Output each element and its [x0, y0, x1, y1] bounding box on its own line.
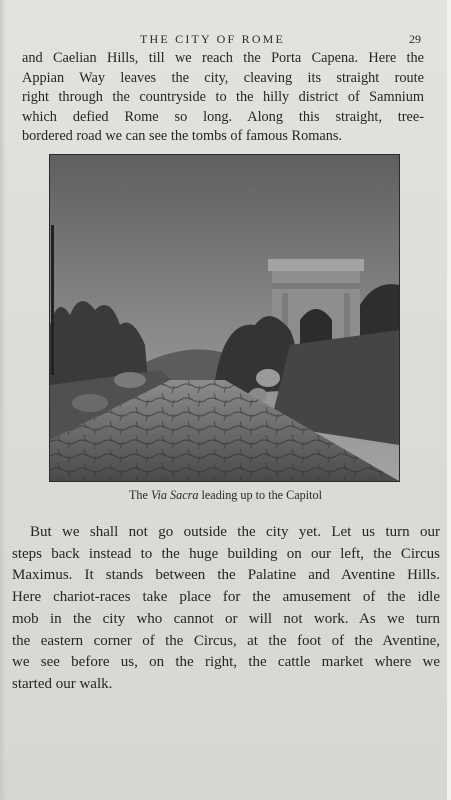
- top-paragraph: [22, 49, 424, 147]
- page-edge: [447, 0, 451, 800]
- main-paragraph: [12, 522, 440, 696]
- text-line: and Caelian Hills, till we reach the Porta Capena. Here the: [22, 50, 424, 66]
- caption-text: leading up to the Capitol: [198, 488, 323, 502]
- photograph-via-sacra: [49, 154, 400, 482]
- text-line: Here chariot-races take place for the amusement of the idle: [12, 589, 440, 606]
- running-title: THE CITY OF ROME: [140, 32, 286, 46]
- text-line: started our walk.: [12, 675, 113, 692]
- caption-italic: Via Sacra: [150, 488, 199, 502]
- text-line: we see before us, on the right, the cattle market where we: [12, 654, 440, 671]
- text-line: mob in the city who cannot or will not work. As we turn: [12, 610, 440, 627]
- page-number: 29: [409, 32, 421, 46]
- text-line: bordered road we can see the tombs of famous Romans.: [22, 128, 342, 144]
- caption-text: The: [128, 488, 151, 502]
- text-line: the eastern corner of the Circus, at the foot of the Aventine,: [12, 632, 440, 649]
- running-header: [0, 32, 451, 48]
- text-line: right through the countryside to the hilly district of Samnium: [22, 89, 424, 105]
- photograph-illustration: [50, 155, 399, 481]
- text-line: Maximus. It stands between the Palatine and Aventine Hills.: [12, 567, 440, 584]
- figure-caption: [0, 488, 451, 503]
- text-line: Appian Way leaves the city, cleaving its straight route: [22, 69, 424, 86]
- text-line: which defied Rome so long. Along this straight, tree-: [22, 108, 424, 125]
- text-line: steps back instead to the huge building on our left, the Circus: [12, 545, 440, 562]
- page-gutter-shadow: [0, 0, 6, 800]
- text-line: But we shall not go outside the city yet. Let us turn our: [30, 524, 440, 540]
